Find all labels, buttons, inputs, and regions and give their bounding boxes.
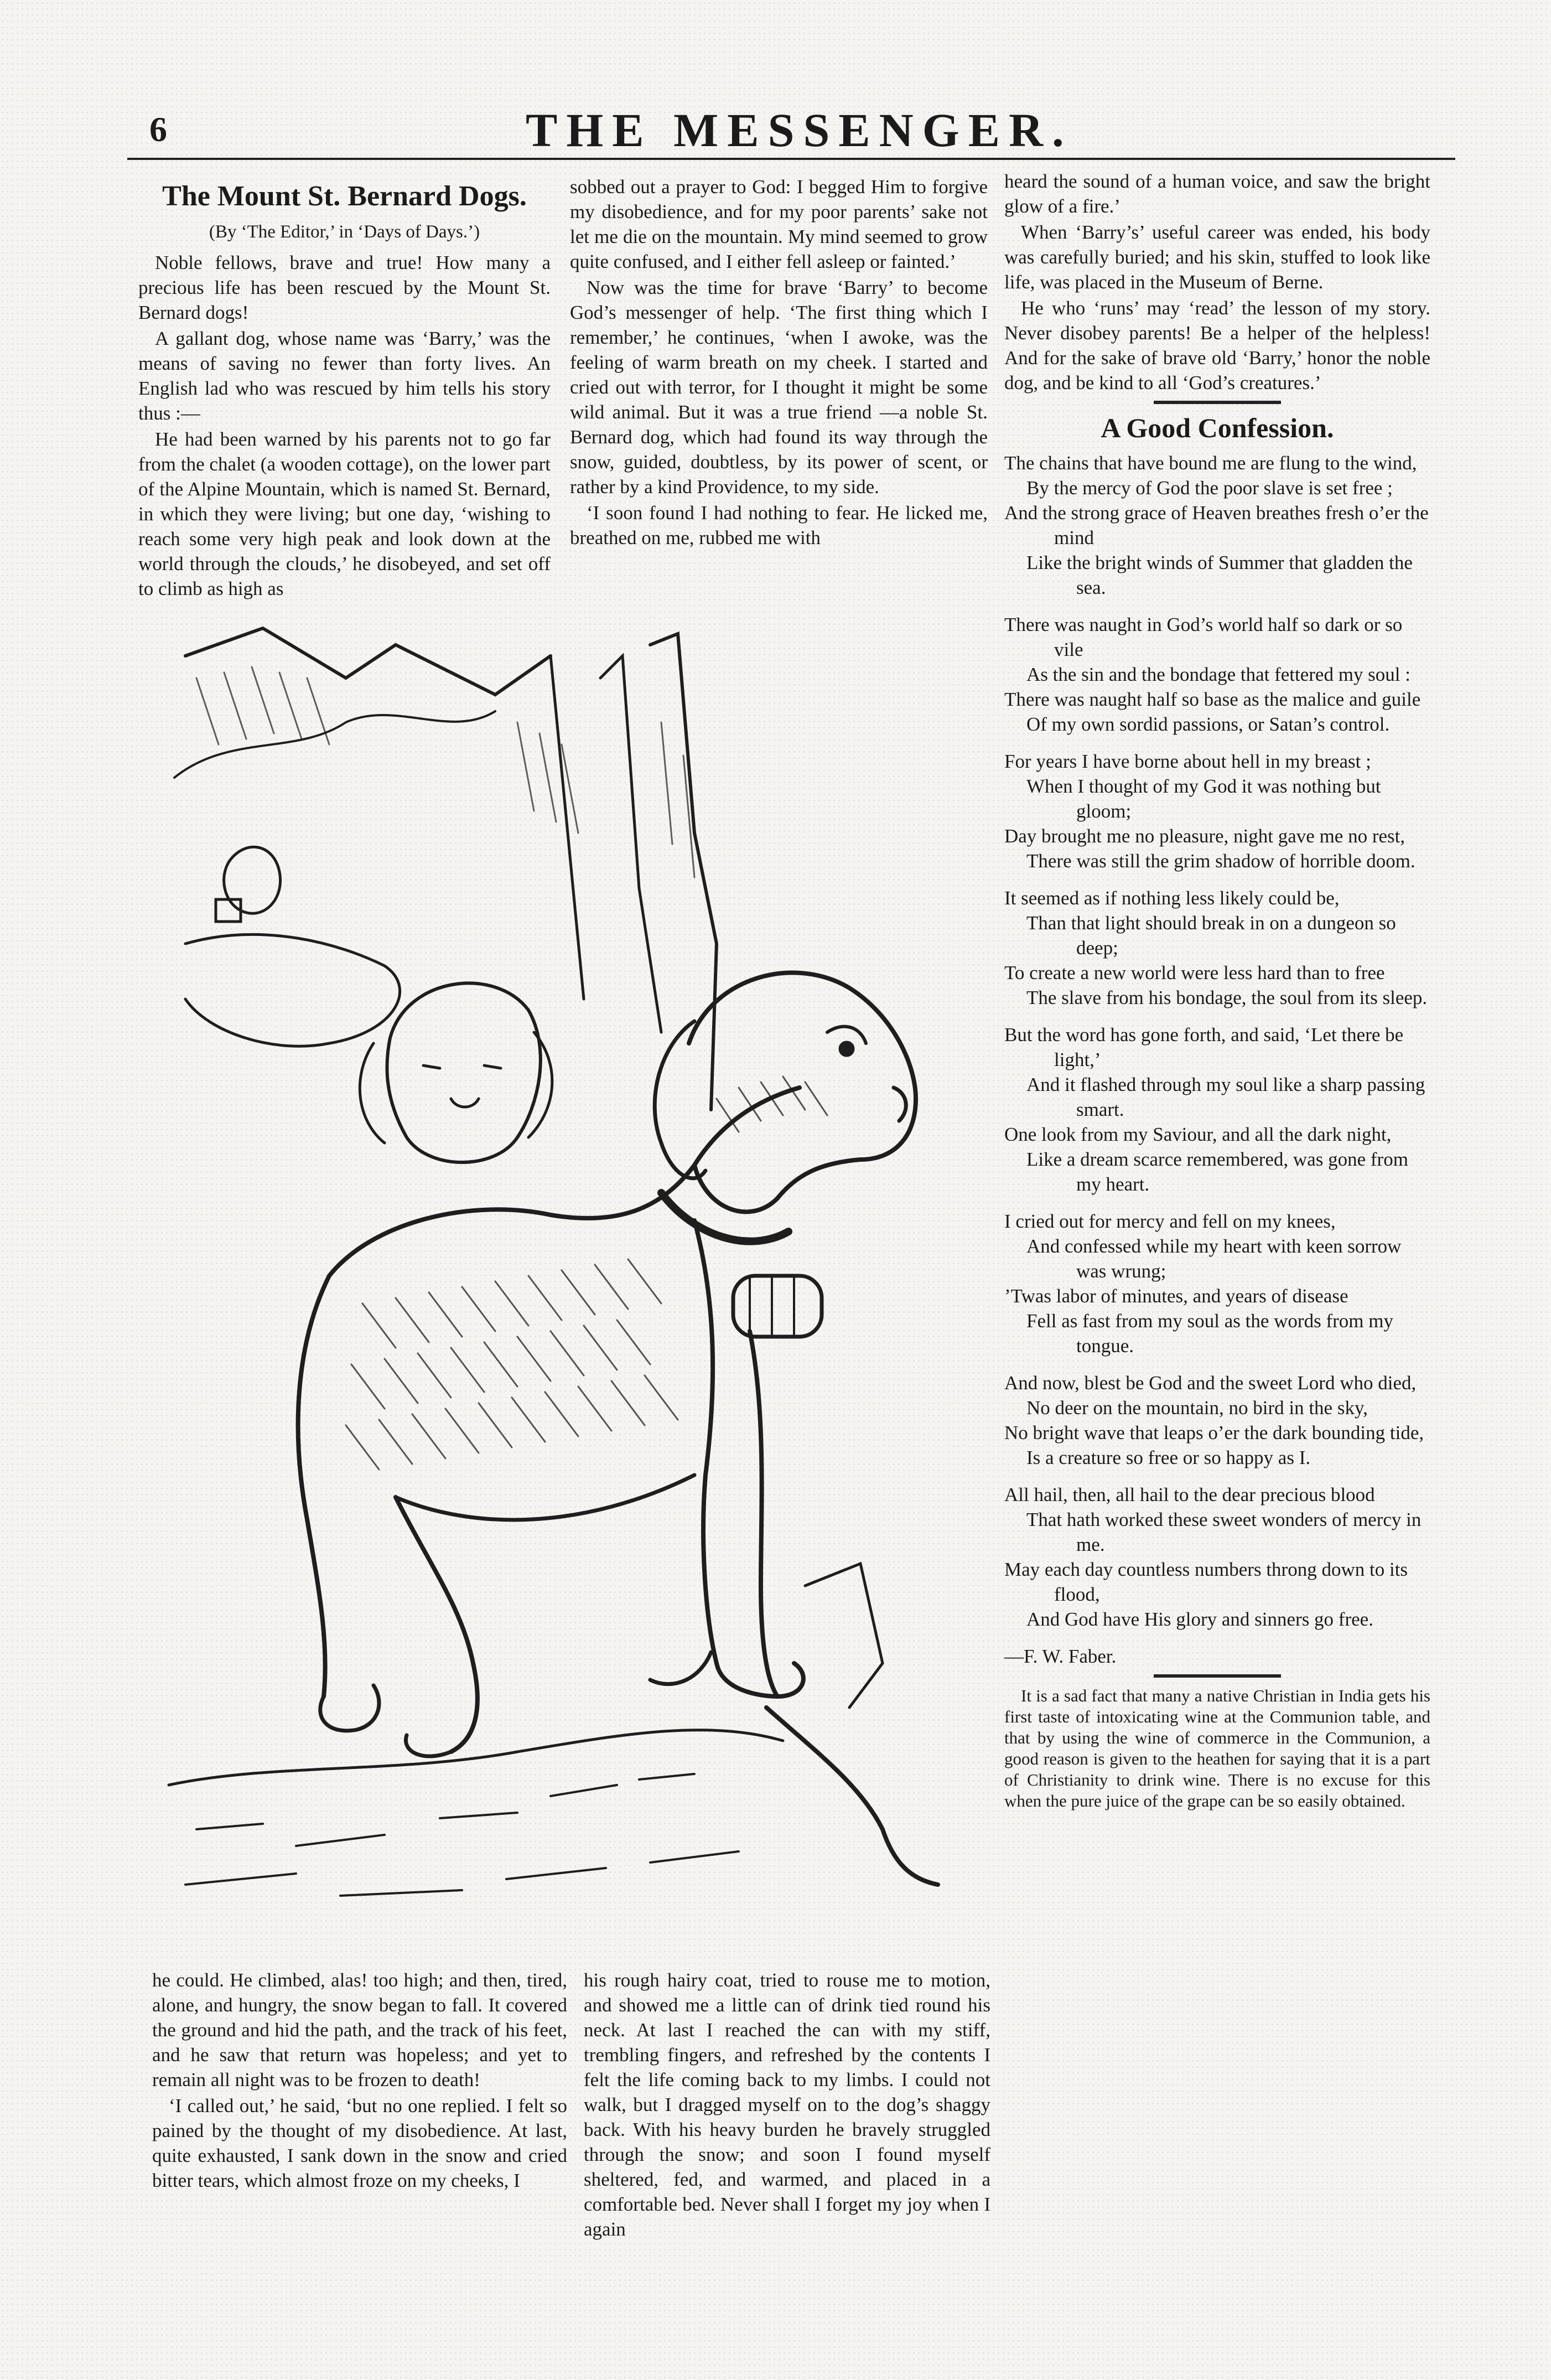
poem-line: I cried out for mercy and fell on my knees, [1004, 1210, 1336, 1232]
poem-stanza [1004, 451, 1430, 600]
poem-line: And confessed while my heart with keen sorrow was wrung; [1026, 1235, 1402, 1282]
masthead-rule [127, 158, 1455, 160]
poem-line: No bright wave that leaps o’er the dark bounding tide, [1004, 1422, 1424, 1443]
poem-line: That hath worked these sweet wonders of mercy in me. [1026, 1509, 1422, 1555]
poem-line: And now, blest be God and the sweet Lord who died, [1004, 1372, 1417, 1394]
poem-line: Like the bright winds of Summer that gladden the sea. [1026, 552, 1413, 598]
poem-line: Like a dream scarce remembered, was gone from my heart. [1026, 1148, 1408, 1195]
poem-line: One look from my Saviour, and all the dark night, [1004, 1124, 1392, 1145]
poem-line: Than that light should break in on a dungeon so deep; [1026, 912, 1396, 959]
paragraph: Now was the time for brave ‘Barry’ to become God’s messenger of help. ‘The first thing which I remember,’ he continues, ‘when I awoke, was the feeling of warm breath on my cheek. I started and cried out with terror, for I thought it might be some wild animal. But it was a true friend —a noble St. Bernard dog, which had found its way through the snow, guided, doubtless, by its power of scent, or rather by a kind Providence, to my side. [570, 277, 988, 498]
temperance-note: It is a sad fact that many a native Christian in India gets his first taste of intoxicating wine at the Communion table, and that by using the wine of commerce in the Communion, a good reason is given to the heathen for saying that it is a part of Christianity to drink wine. There is no excuse for this when the pure juice of the grape can be so easily obtained. [1004, 1686, 1430, 1810]
poem-line: By the mercy of God the poor slave is set free ; [1026, 477, 1393, 499]
article-title: The Mount St. Bernard Dogs. [162, 180, 527, 212]
poem-stanza [1004, 1022, 1430, 1197]
poem-line: Fell as fast from my soul as the words from my tongue. [1026, 1310, 1393, 1357]
poem-line: All hail, then, all hail to the dear precious blood [1004, 1484, 1375, 1505]
poem-stanza [1004, 749, 1430, 873]
poem-title: A Good Confession. [1101, 412, 1334, 443]
section-divider [1154, 1674, 1281, 1678]
masthead [127, 102, 1455, 163]
paragraph: he could. He climbed, alas! too high; and then, tired, alone, and hungry, the snow began to fall. It covered the ground and hid the path, and the track of his feet, and he saw that return was hopeless; and yet to remain all night was to be frozen to death! [152, 1969, 567, 2091]
column-2-top [570, 174, 988, 551]
column-1-bottom [152, 1968, 567, 2194]
paragraph: heard the sound of a human voice, and saw the bright glow of a fire.’ [1004, 170, 1430, 217]
poem-line: And the strong grace of Heaven breathes fresh o’er the mind [1004, 502, 1429, 549]
poem-line: No deer on the mountain, no bird in the sky, [1026, 1397, 1368, 1419]
poem-body [1004, 451, 1430, 1669]
poem-line: And it flashed through my soul like a sharp passing smart. [1026, 1074, 1425, 1120]
column-3 [1004, 169, 1430, 1813]
poem-line: ’Twas labor of minutes, and years of disease [1004, 1285, 1348, 1307]
poem-line: For years I have borne about hell in my breast ; [1004, 751, 1371, 772]
paragraph: He who ‘runs’ may ‘read’ the lesson of my story. Never disobey parents! Be a helper of the helpless! And for the sake of brave old ‘Barry,’ honor the noble dog, and be kind to all ‘God’s creatures.’ [1004, 297, 1430, 394]
poem-line: The slave from his bondage, the soul from its sleep. [1026, 987, 1428, 1008]
page-number: 6 [149, 110, 167, 149]
poem-line: There was still the grim shadow of horrible doom. [1026, 850, 1415, 872]
poem-line: There was naught half so base as the malice and guile [1004, 689, 1421, 710]
poem-stanza [1004, 1482, 1430, 1632]
poem-line: To create a new world were less hard than to free [1004, 962, 1385, 984]
poem-line: The chains that have bound me are flung to the wind, [1004, 452, 1417, 474]
poem-stanza [1004, 886, 1430, 1010]
poem-line: It seemed as if nothing less likely could be, [1004, 887, 1340, 909]
poem-line: May each day countless numbers throng down to its flood, [1004, 1559, 1408, 1605]
paragraph: ‘I called out,’ he said, ‘but no one replied. I felt so pained by the thought of my disobedience. At last, quite exhausted, I sank down in the snow and cried bitter tears, which almost froze on my cheeks, I [152, 2095, 567, 2191]
poem-line: As the sin and the bondage that fettered my soul : [1026, 664, 1411, 685]
paragraph: sobbed out a prayer to God: I begged Him to forgive my disobedience, and for my poor parents’ sake not let me die on the mountain. My mind seemed to grow quite confused, and I either fell asleep or fainted.’ [570, 176, 988, 272]
poem-stanza [1004, 612, 1430, 737]
paragraph: A gallant dog, whose name was ‘Barry,’ was the means of saving no fewer than forty lives. An English lad who was rescued by him tells his story thus :— [138, 328, 551, 424]
column-1-top [138, 180, 551, 602]
poem-stanza [1004, 1209, 1430, 1358]
poem-line: But the word has gone forth, and said, ‘Let there be light,’ [1004, 1024, 1404, 1070]
article-byline: (By ‘The Editor,’ in ‘Days of Days.’) [209, 222, 480, 242]
paragraph: Noble fellows, brave and true! How many a precious life has been rescued by the Mount St. Bernard dogs! [138, 252, 551, 323]
st-bernard-dogs-illustration [163, 612, 943, 1929]
paragraph: his rough hairy coat, tried to rouse me to motion, and showed me a little can of drink tied round his neck. At last I reached the can with my stiff, trembling fingers, and refreshed by the contents I felt the life coming back to my limbs. I could not walk, but I dragged myself on to the dog’s shaggy back. With his heavy burden he bravely struggled through the snow; and soon I found myself sheltered, fed, and warmed, and placed in a comfortable bed. Never shall I forget my joy when I again [584, 1969, 990, 2240]
paragraph: ‘I soon found I had nothing to fear. He licked me, breathed on me, rubbed me with [570, 502, 988, 549]
poem-line: Of my own sordid passions, or Satan’s control. [1026, 713, 1390, 735]
section-divider [1154, 401, 1281, 404]
poem-line: Day brought me no pleasure, night gave me no rest, [1004, 825, 1405, 847]
poem-stanza [1004, 1370, 1430, 1470]
poem-line: Is a creature so free or so happy as I. [1026, 1447, 1311, 1468]
poem-line: There was naught in God’s world half so dark or so vile [1004, 614, 1403, 660]
poem-line: And God have His glory and sinners go free. [1026, 1608, 1373, 1630]
paragraph: When ‘Barry’s’ useful career was ended, his body was carefully buried; and his skin, stuffed to look like life, was placed in the Museum of Berne. [1004, 221, 1430, 293]
newspaper-title: THE MESSENGER. [526, 104, 1073, 157]
poem-line: When I thought of my God it was nothing but gloom; [1026, 775, 1381, 822]
column-2-bottom [584, 1968, 990, 2243]
poem-author: —F. W. Faber. [1004, 1646, 1117, 1667]
paragraph: He had been warned by his parents not to go far from the chalet (a wooden cottage), on the lower part of the Alpine Mountain, which is named St. Bernard, in which they were living; but one day, ‘wishing to reach some very high peak and look down at the world through the clouds,’ he disobeyed, and set off to climb as high as [138, 428, 551, 599]
